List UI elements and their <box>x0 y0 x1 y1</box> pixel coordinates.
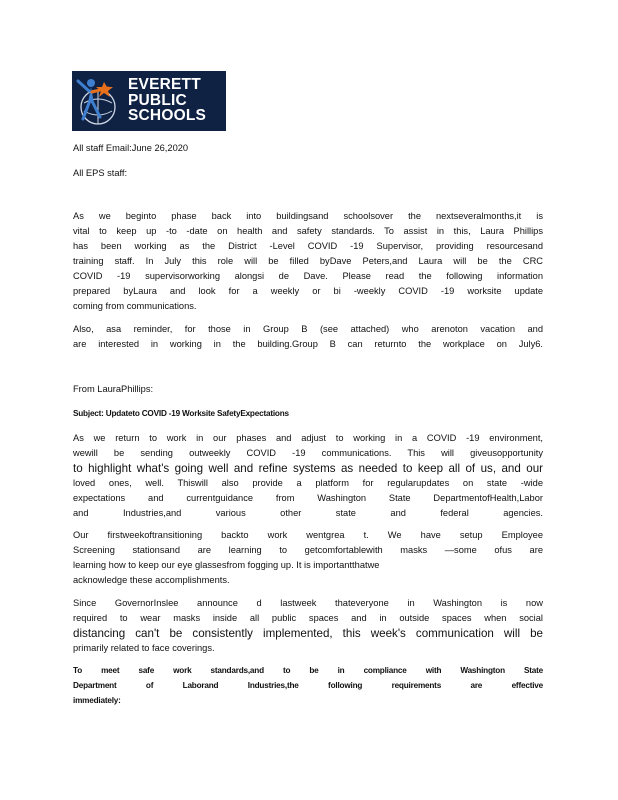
logo-line-2: PUBLIC <box>128 91 187 109</box>
since-paragraph <box>73 596 543 656</box>
logo-wordmark <box>128 77 206 124</box>
text-line: To meet safe work standards,and to be in compliance with Washington State <box>73 666 543 675</box>
text-line: coming from communications. <box>73 301 197 311</box>
text-line: primarily related to face coverings. <box>73 643 215 653</box>
subject-line <box>73 406 543 421</box>
text-line: to highlight what's going well and refine systems as needed to keep all of us, and our <box>73 462 543 475</box>
text-line: COVID -19 supervisorworking alongsi de Dave. Please read the following information <box>73 271 543 281</box>
subject-text: Subject: Updateto COVID -19 Worksite SafetyExpectations <box>73 409 289 418</box>
logo-line-1: EVERETT <box>128 76 201 93</box>
text-line: Since GovernorInslee announce d lastweek thateveryone in Washington is now <box>73 598 543 608</box>
text-line: learning how to keep our eye glassesfrom fogging up. It is importantthatwe <box>73 560 380 570</box>
text-line: As we return to work in our phases and adjust to working in a COVID -19 environment, <box>73 433 543 443</box>
text-line: are interested in working in the building.Group B can returnto the workplace on July6. <box>73 339 543 349</box>
email-date-line: All staff Email:June 26,2020 <box>73 143 189 153</box>
salutation-line: All EPS staff: <box>73 168 128 178</box>
logo-line-3: SCHOOLS <box>128 107 207 124</box>
text-line: required to wear masks inside all public spaces and in outside spaces when social <box>73 613 543 623</box>
text-line: Also, asa reminder, for those in Group B (see attached) who arenoton vacation and <box>73 324 543 334</box>
reminder-paragraph <box>73 322 543 352</box>
text-line: has been working as the District -Level COVID -19 Supervisor, providing resourcesand <box>73 241 543 251</box>
from-text: From LauraPhillips: <box>73 384 154 394</box>
text-line: Screening stationsand are learning to getcomfortablewith masks —some ofus are <box>73 545 543 555</box>
text-line: training staff. In July this role will be filled byDave Peters,and Laura will be the CRC <box>73 256 543 266</box>
from-line <box>73 382 543 397</box>
text-line: As we beginto phase back into buildingsand schoolsover the nextseveralmonths,it is <box>73 211 543 221</box>
first-week-paragraph <box>73 528 543 588</box>
intro-paragraph <box>73 209 543 314</box>
text-line: distancing can't be consistently implemented, this week's communication will be <box>73 627 543 640</box>
text-line: Our firstweekoftransitioning backto work wentgrea t. We have setup Employee <box>73 530 543 540</box>
text-line: loved ones, well. Thiswill also provide a platform for regularupdates on state -wide <box>73 478 543 488</box>
text-line: and Industries,and various other state and federal agencies. <box>73 508 543 518</box>
text-line: Department of Laborand Industries,the following requirements are effective <box>73 681 543 690</box>
text-line: prepared byLaura and look for a weekly or bi -weekly COVID -19 worksite update <box>73 286 543 296</box>
text-line: wewill be sending outweekly COVID -19 communications. This will giveusopportunity <box>73 448 543 458</box>
text-line: vital to keep up -to -date on health and safety standards. To assist in this, Laura Phillips <box>73 226 543 236</box>
everett-public-schools-logo <box>72 71 226 131</box>
header-block <box>73 141 543 181</box>
closing-paragraph <box>73 663 543 708</box>
text-line: acknowledge these accomplishments. <box>73 575 230 585</box>
return-paragraph <box>73 431 543 521</box>
logo-emblem-icon <box>74 73 130 129</box>
text-line: immediately: <box>73 696 121 705</box>
text-line: expectations and currentguidance from Washington State DepartmentofHealth,Labor <box>73 493 543 503</box>
